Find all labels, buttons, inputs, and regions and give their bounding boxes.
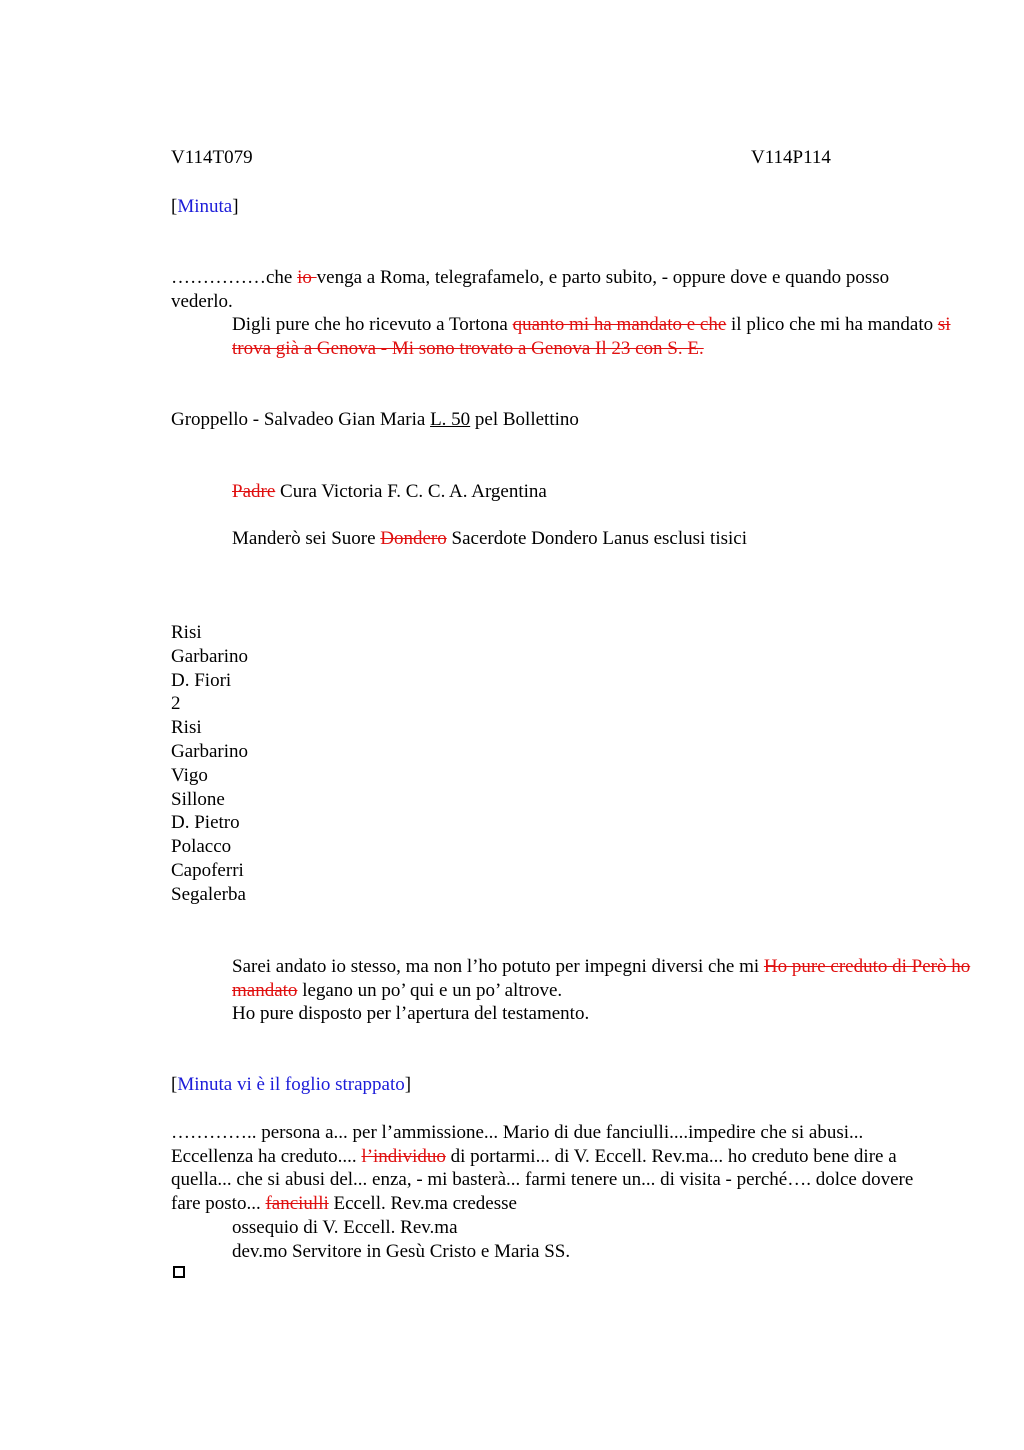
- list-item: Risi: [171, 717, 202, 739]
- deleted-text: io: [297, 267, 317, 288]
- list-item: D. Pietro: [171, 812, 240, 834]
- header-right-code: V114P114: [751, 147, 831, 168]
- deleted-text: fanciulli: [265, 1192, 329, 1214]
- list-item: Capoferri: [171, 859, 244, 881]
- list-item: D. Fiori: [171, 669, 232, 691]
- paragraph-persona: ………….. persona a... per l’ammissione... Mario di due fanciulli....impedire che si abusi... Eccellenza ha creduto.... l’individuo di portarmi... di V. Eccell. Rev.ma... ho creduto bene dire a quella... che si abusi del... enza, - mi basterà... farmi tenere un... di visita - perché…. dolce dovere fare posto... fanciulli Eccell. Rev.ma credesse: [171, 1122, 914, 1214]
- list-item: Segalerba: [171, 883, 246, 905]
- list-item: Sillone: [171, 788, 225, 810]
- list-item: 2: [171, 693, 181, 715]
- list-item: Polacco: [171, 836, 232, 858]
- paragraph-digli-pure: Digli pure che ho ricevuto a Tortona quanto mi ha mandato e che il plico che mi ha mandato si trova già a Genova - Mi sono trovato a Genova Il 23 con S. E.: [232, 314, 951, 359]
- closing-ossequio: ossequio di V. Eccell. Rev.ma: [232, 1217, 458, 1238]
- deleted-text: si trova già a Genova - Mi sono trovato a Genova Il 23 con S. E.: [232, 314, 951, 359]
- deleted-text: Padre: [232, 481, 276, 502]
- list-item: Risi: [171, 622, 202, 643]
- checkbox-square-icon: [173, 1266, 185, 1278]
- section-minuta-label: [Minuta]: [171, 196, 239, 217]
- deleted-text: quanto mi ha mandato e che: [512, 314, 727, 335]
- names-list: [171, 621, 931, 907]
- list-item: Garbarino: [171, 740, 249, 762]
- minuta-label: Minuta: [177, 196, 233, 217]
- paragraph-sarei-andato: Sarei andato io stesso, ma non l’ho potuto per impegni diversi che mi Ho pure creduto di Però ho mandato legano un po’ qui e un po’ altrove.: [232, 956, 971, 1001]
- list-item: Garbarino: [171, 645, 249, 667]
- deleted-text: Dondero: [380, 528, 447, 549]
- minuta-strappato-label: Minuta vi è il foglio strappato: [177, 1074, 405, 1095]
- list-item: Vigo: [171, 764, 208, 786]
- paragraph-testamento: Ho pure disposto per l’apertura del testamento.: [232, 1003, 590, 1024]
- paragraph-che-venga: ……………che io venga a Roma, telegrafamelo, e parto subito, - oppure dove e quando posso vederlo.: [171, 267, 890, 312]
- groppello-line: Groppello - Salvadeo Gian Maria L. 50 pel Bollettino: [171, 409, 579, 430]
- amount-underlined: L. 50: [430, 409, 471, 430]
- deleted-text: Ho pure creduto di Però ho mandato: [232, 956, 971, 1001]
- closing-signature: dev.mo Servitore in Gesù Cristo e Maria SS.: [232, 1241, 571, 1262]
- header-left-code: V114T079: [171, 147, 253, 168]
- deleted-text: l’individuo: [361, 1145, 446, 1167]
- section-minuta-strappato-label: [Minuta vi è il foglio strappato]: [171, 1074, 412, 1095]
- cura-victoria-line: Padre Cura Victoria F. C. C. A. Argentina: [232, 481, 547, 502]
- mandero-line: Manderò sei Suore Dondero Sacerdote Dondero Lanus esclusi tisici: [232, 528, 747, 549]
